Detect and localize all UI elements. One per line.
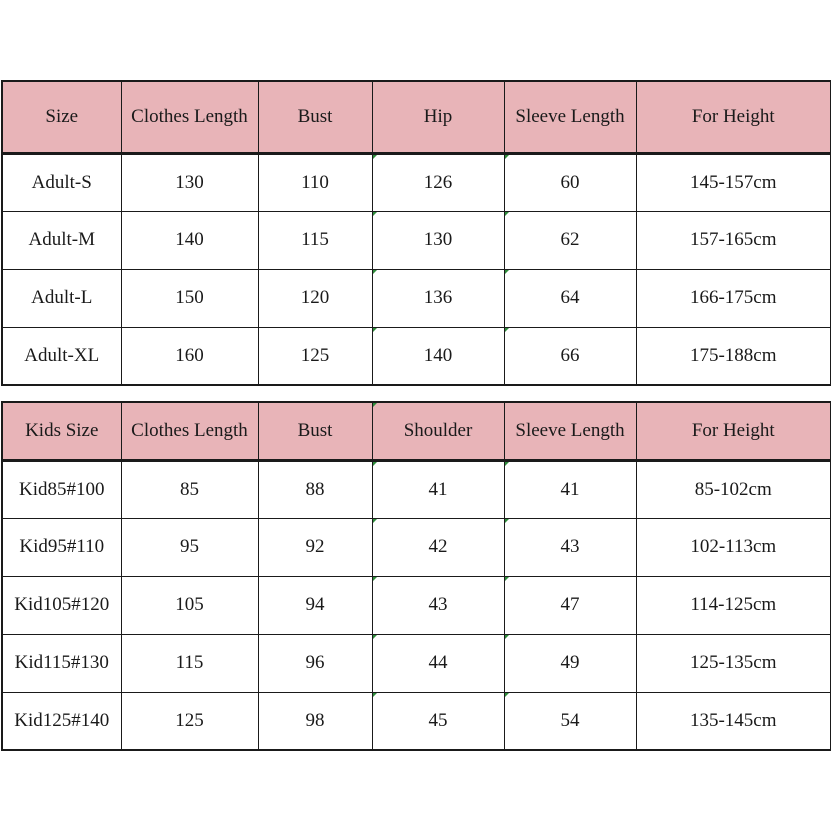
size-cell: Kid105#120 xyxy=(2,576,121,634)
table-row xyxy=(2,269,831,327)
header-bust: Bust xyxy=(258,81,372,153)
clothes-length-cell: 85 xyxy=(121,460,258,518)
size-cell: Kid85#100 xyxy=(2,460,121,518)
bust-cell: 115 xyxy=(258,211,372,269)
clothes-length-cell: 130 xyxy=(121,153,258,211)
hip-cell: 130 xyxy=(372,211,504,269)
clothes-length-cell: 105 xyxy=(121,576,258,634)
adult-header-row xyxy=(2,81,831,153)
clothes-length-cell: 160 xyxy=(121,327,258,385)
header-sleeve-length: Sleeve Length xyxy=(504,81,636,153)
hip-cell: 126 xyxy=(372,153,504,211)
sleeve-length-cell: 60 xyxy=(504,153,636,211)
sleeve-length-cell: 62 xyxy=(504,211,636,269)
header-size: Size xyxy=(2,81,121,153)
kids-header-row xyxy=(2,402,831,460)
sleeve-length-cell: 64 xyxy=(504,269,636,327)
bust-cell: 98 xyxy=(258,692,372,750)
for-height-cell: 157-165cm xyxy=(636,211,831,269)
header-hip: Hip xyxy=(372,81,504,153)
clothes-length-cell: 95 xyxy=(121,518,258,576)
for-height-cell: 114-125cm xyxy=(636,576,831,634)
bust-cell: 94 xyxy=(258,576,372,634)
table-row xyxy=(2,153,831,211)
for-height-cell: 145-157cm xyxy=(636,153,831,211)
header-bust: Bust xyxy=(258,402,372,460)
hip-cell: 136 xyxy=(372,269,504,327)
table-row xyxy=(2,576,831,634)
size-cell: Kid115#130 xyxy=(2,634,121,692)
sleeve-length-cell: 43 xyxy=(504,518,636,576)
clothes-length-cell: 115 xyxy=(121,634,258,692)
shoulder-cell: 44 xyxy=(372,634,504,692)
table-row xyxy=(2,327,831,385)
table-row xyxy=(2,460,831,518)
table-row xyxy=(2,692,831,750)
shoulder-cell: 41 xyxy=(372,460,504,518)
size-cell: Adult-L xyxy=(2,269,121,327)
bust-cell: 96 xyxy=(258,634,372,692)
sleeve-length-cell: 66 xyxy=(504,327,636,385)
header-clothes-length: Clothes Length xyxy=(121,81,258,153)
hip-cell: 140 xyxy=(372,327,504,385)
sleeve-length-cell: 47 xyxy=(504,576,636,634)
size-cell: Adult-XL xyxy=(2,327,121,385)
bust-cell: 88 xyxy=(258,460,372,518)
clothes-length-cell: 125 xyxy=(121,692,258,750)
clothes-length-cell: 140 xyxy=(121,211,258,269)
shoulder-cell: 45 xyxy=(372,692,504,750)
sleeve-length-cell: 54 xyxy=(504,692,636,750)
size-cell: Kid125#140 xyxy=(2,692,121,750)
header-kids-size: Kids Size xyxy=(2,402,121,460)
clothes-length-cell: 150 xyxy=(121,269,258,327)
table-row xyxy=(2,518,831,576)
shoulder-cell: 43 xyxy=(372,576,504,634)
shoulder-cell: 42 xyxy=(372,518,504,576)
for-height-cell: 135-145cm xyxy=(636,692,831,750)
for-height-cell: 175-188cm xyxy=(636,327,831,385)
sleeve-length-cell: 41 xyxy=(504,460,636,518)
size-cell: Adult-S xyxy=(2,153,121,211)
table-row xyxy=(2,634,831,692)
for-height-cell: 102-113cm xyxy=(636,518,831,576)
header-clothes-length: Clothes Length xyxy=(121,402,258,460)
for-height-cell: 85-102cm xyxy=(636,460,831,518)
sleeve-length-cell: 49 xyxy=(504,634,636,692)
bust-cell: 120 xyxy=(258,269,372,327)
header-for-height: For Height xyxy=(636,81,831,153)
kids-size-table xyxy=(1,401,831,751)
for-height-cell: 166-175cm xyxy=(636,269,831,327)
size-cell: Adult-M xyxy=(2,211,121,269)
bust-cell: 92 xyxy=(258,518,372,576)
table-row xyxy=(2,211,831,269)
bust-cell: 125 xyxy=(258,327,372,385)
bust-cell: 110 xyxy=(258,153,372,211)
for-height-cell: 125-135cm xyxy=(636,634,831,692)
adult-size-table xyxy=(1,80,831,386)
header-for-height: For Height xyxy=(636,402,831,460)
header-shoulder: Shoulder xyxy=(372,402,504,460)
size-cell: Kid95#110 xyxy=(2,518,121,576)
header-sleeve-length: Sleeve Length xyxy=(504,402,636,460)
